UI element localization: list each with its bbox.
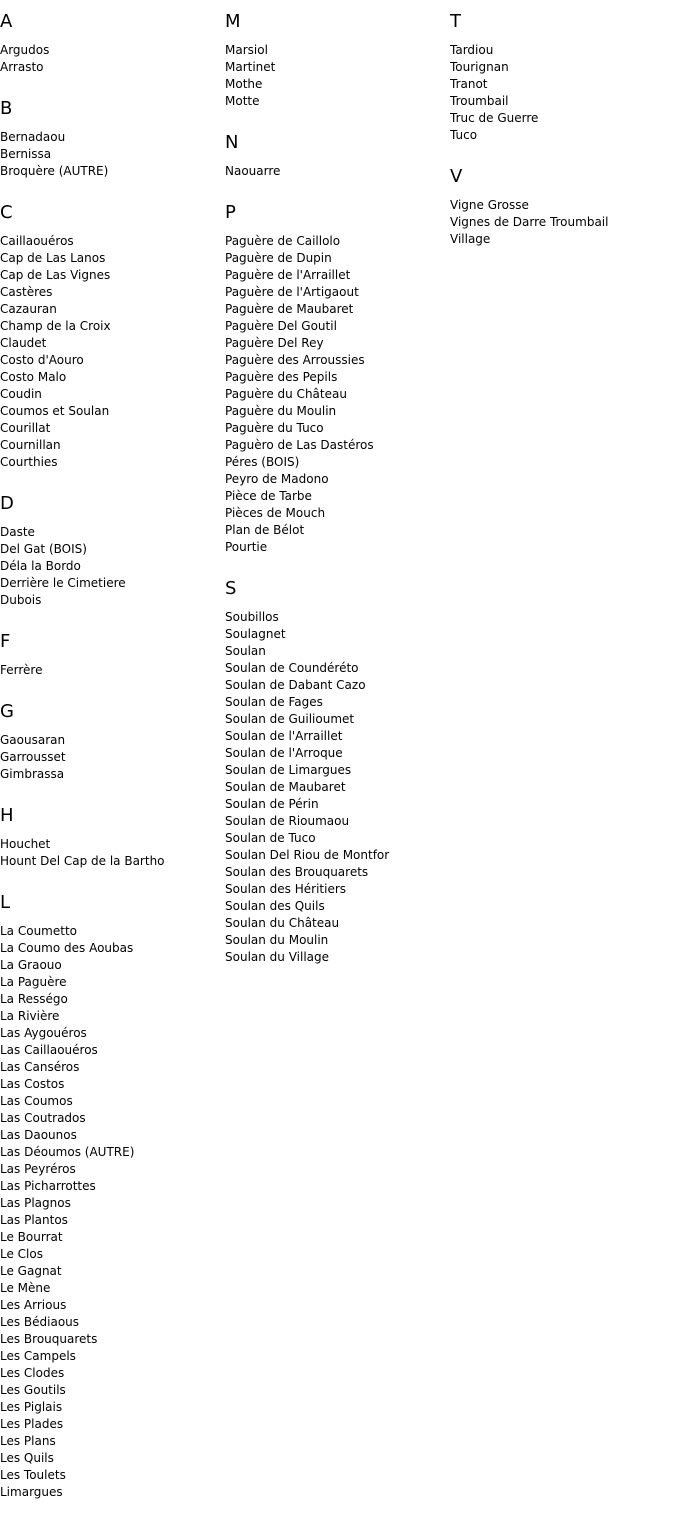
place-name: Paguère de l'Artigaout — [225, 285, 359, 299]
place-name: Argudos — [0, 43, 50, 57]
place-name: Soubillos — [225, 610, 279, 624]
place-name: Troumbail — [450, 94, 509, 108]
place-name: Costo Malo — [0, 370, 67, 384]
letter-heading: V — [450, 166, 463, 187]
place-name: Les Brouquarets — [0, 1332, 98, 1346]
index-column-3 — [450, 11, 675, 270]
place-list — [0, 233, 225, 471]
place-name: Péres (BOIS) — [225, 455, 300, 469]
place-name: Hount Del Cap de la Bartho — [0, 854, 165, 868]
place-name: Vignes de Darre Troumbail — [450, 215, 609, 229]
place-name: Soulan de Rioumaou — [225, 814, 350, 828]
place-name: Dubois — [0, 593, 42, 607]
place-name: Les Goutils — [0, 1383, 66, 1397]
place-name: Soulan de Guilioumet — [225, 712, 355, 726]
place-list — [225, 163, 450, 180]
place-name: Daste — [0, 525, 35, 539]
place-name: Derrière le Cimetiere — [0, 576, 126, 590]
place-name: Paguère du Château — [225, 387, 347, 401]
letter-section — [225, 578, 450, 966]
place-name: Castères — [0, 285, 53, 299]
place-list — [225, 233, 450, 556]
index-column-2 — [225, 11, 450, 988]
place-name: Soulan de Fages — [225, 695, 323, 709]
place-name: Vigne Grosse — [450, 198, 529, 212]
letter-section — [0, 701, 225, 783]
letter-heading: L — [0, 892, 11, 913]
place-name: Champ de la Croix — [0, 319, 111, 333]
place-name: Las Picharrottes — [0, 1179, 96, 1193]
place-name: La Paguère — [0, 975, 67, 989]
place-name: Tardiou — [450, 43, 494, 57]
place-list — [0, 42, 225, 76]
place-name: La Rivière — [0, 1009, 60, 1023]
place-name: Soulan Del Riou de Montfor — [225, 848, 390, 862]
place-name: Limargues — [0, 1485, 63, 1499]
place-list — [0, 732, 225, 783]
place-name: Courthies — [0, 455, 58, 469]
letter-heading: F — [0, 631, 11, 652]
place-name: Costo d'Aouro — [0, 353, 84, 367]
place-name: Peyro de Madono — [225, 472, 329, 486]
letter-section — [0, 805, 225, 870]
place-name: Caillaouéros — [0, 234, 74, 248]
place-name: Houchet — [0, 837, 51, 851]
place-name: Paguère Del Goutil — [225, 319, 337, 333]
place-name: Les Clodes — [0, 1366, 65, 1380]
place-name: Soulan de Périn — [225, 797, 319, 811]
letter-section — [225, 132, 450, 180]
place-name: Las Coutrados — [0, 1111, 86, 1125]
place-name: Las Costos — [0, 1077, 65, 1091]
place-list — [0, 836, 225, 870]
letter-heading: P — [225, 202, 236, 223]
place-name: Paguère Del Rey — [225, 336, 324, 350]
place-name: Soulan du Village — [225, 950, 330, 964]
place-name: Las Plantos — [0, 1213, 68, 1227]
place-name: Las Plagnos — [0, 1196, 71, 1210]
letter-heading: N — [225, 132, 239, 153]
place-name: Arrasto — [0, 60, 44, 74]
place-name: Les Quils — [0, 1451, 54, 1465]
letter-section — [0, 892, 225, 1501]
place-name: Soulan de l'Arraillet — [225, 729, 343, 743]
place-name: Pièces de Mouch — [225, 506, 326, 520]
place-name: Cap de Las Lanos — [0, 251, 106, 265]
place-name: Soulan des Quils — [225, 899, 325, 913]
place-name: Bernadaou — [0, 130, 66, 144]
letter-section — [450, 11, 675, 144]
place-name: Garrousset — [0, 750, 66, 764]
place-name: Village — [450, 232, 491, 246]
place-name: Le Mène — [0, 1281, 51, 1295]
place-name: Cap de Las Vignes — [0, 268, 111, 282]
place-name: Soulan de Tuco — [225, 831, 316, 845]
place-name: Las Déoumos (AUTRE) — [0, 1145, 135, 1159]
place-name: Soulan de Limargues — [225, 763, 352, 777]
place-name: Soulan de l'Arroque — [225, 746, 343, 760]
place-name: Martinet — [225, 60, 276, 74]
letter-section — [225, 202, 450, 556]
letter-heading: C — [0, 202, 13, 223]
place-name: Paguère du Tuco — [225, 421, 324, 435]
place-name: Claudet — [0, 336, 47, 350]
place-name: Paguère de Maubaret — [225, 302, 354, 316]
place-name: Les Bédiaous — [0, 1315, 80, 1329]
place-name: La Graouo — [0, 958, 62, 972]
place-name: La Coumetto — [0, 924, 78, 938]
place-name: Le Clos — [0, 1247, 43, 1261]
place-name: Paguère de l'Arraillet — [225, 268, 351, 282]
letter-heading: G — [0, 701, 14, 722]
place-name: Soulan de Dabant Cazo — [225, 678, 366, 692]
place-name: Coudin — [0, 387, 42, 401]
letter-heading: A — [0, 11, 13, 32]
place-name: Tranot — [450, 77, 488, 91]
letter-section — [0, 11, 225, 76]
place-list — [225, 42, 450, 110]
place-name: Bernissa — [0, 147, 52, 161]
place-name: Pièce de Tarbe — [225, 489, 312, 503]
letter-section — [450, 166, 675, 248]
place-name: Las Peyréros — [0, 1162, 76, 1176]
place-name: Paguère de Caillolo — [225, 234, 341, 248]
place-name: Le Gagnat — [0, 1264, 62, 1278]
place-name: Soulan de Maubaret — [225, 780, 346, 794]
place-name: Le Bourrat — [0, 1230, 63, 1244]
place-list — [225, 609, 450, 966]
place-list — [0, 524, 225, 609]
place-name: Cazauran — [0, 302, 57, 316]
place-name: Gaousaran — [0, 733, 66, 747]
place-name: Del Gat (BOIS) — [0, 542, 87, 556]
place-name: Les Campels — [0, 1349, 76, 1363]
place-list — [450, 42, 675, 144]
letter-heading: M — [225, 11, 241, 32]
place-name: Pourtie — [225, 540, 268, 554]
place-name: Soulan du Moulin — [225, 933, 329, 947]
place-name: Soulan de Coundéréto — [225, 661, 359, 675]
place-name: Les Toulets — [0, 1468, 66, 1482]
place-list — [450, 197, 675, 248]
place-list — [0, 662, 225, 679]
place-name: Soulagnet — [225, 627, 286, 641]
place-name: Motte — [225, 94, 260, 108]
place-name: Ferrère — [0, 663, 43, 677]
place-name: Soulan — [225, 644, 266, 658]
place-name: Paguèro de Las Dastéros — [225, 438, 374, 452]
place-name: Naouarre — [225, 164, 281, 178]
place-name: Mothe — [225, 77, 263, 91]
letter-heading: S — [225, 578, 237, 599]
place-name: Tourignan — [450, 60, 509, 74]
place-name: Truc de Guerre — [450, 111, 539, 125]
place-name: Courillat — [0, 421, 51, 435]
place-name: Les Plades — [0, 1417, 64, 1431]
place-name: Paguère des Arroussies — [225, 353, 365, 367]
place-name: Las Coumos — [0, 1094, 73, 1108]
place-name: Marsiol — [225, 43, 268, 57]
letter-heading: B — [0, 98, 13, 119]
letter-section — [0, 98, 225, 180]
place-name: La Rességo — [0, 992, 68, 1006]
letter-section — [0, 202, 225, 471]
place-name: Las Daounos — [0, 1128, 77, 1142]
place-list — [0, 923, 225, 1501]
place-name: Plan de Bélot — [225, 523, 305, 537]
place-name: Las Aygouéros — [0, 1026, 87, 1040]
index-column-1 — [0, 11, 225, 1523]
place-name: Paguère de Dupin — [225, 251, 332, 265]
place-name: Les Arrious — [0, 1298, 67, 1312]
place-name: Les Plans — [0, 1434, 56, 1448]
letter-heading: D — [0, 493, 14, 514]
place-name: Paguère des Pepils — [225, 370, 338, 384]
place-name: La Coumo des Aoubas — [0, 941, 134, 955]
place-list — [0, 129, 225, 180]
place-name: Soulan du Château — [225, 916, 340, 930]
letter-heading: T — [450, 11, 461, 32]
place-name: Las Canséros — [0, 1060, 80, 1074]
place-name: Soulan des Héritiers — [225, 882, 347, 896]
place-name: Coumos et Soulan — [0, 404, 110, 418]
letter-section — [0, 493, 225, 609]
letter-heading: H — [0, 805, 14, 826]
place-name: Cournillan — [0, 438, 61, 452]
letter-section — [225, 11, 450, 110]
place-name: Tuco — [450, 128, 478, 142]
place-name: Déla la Bordo — [0, 559, 81, 573]
place-name: Paguère du Moulin — [225, 404, 337, 418]
place-name: Broquère (AUTRE) — [0, 164, 109, 178]
place-name: Les Piglais — [0, 1400, 63, 1414]
letter-section — [0, 631, 225, 679]
place-name: Las Caillaouéros — [0, 1043, 98, 1057]
place-name: Soulan des Brouquarets — [225, 865, 369, 879]
place-name: Gimbrassa — [0, 767, 65, 781]
